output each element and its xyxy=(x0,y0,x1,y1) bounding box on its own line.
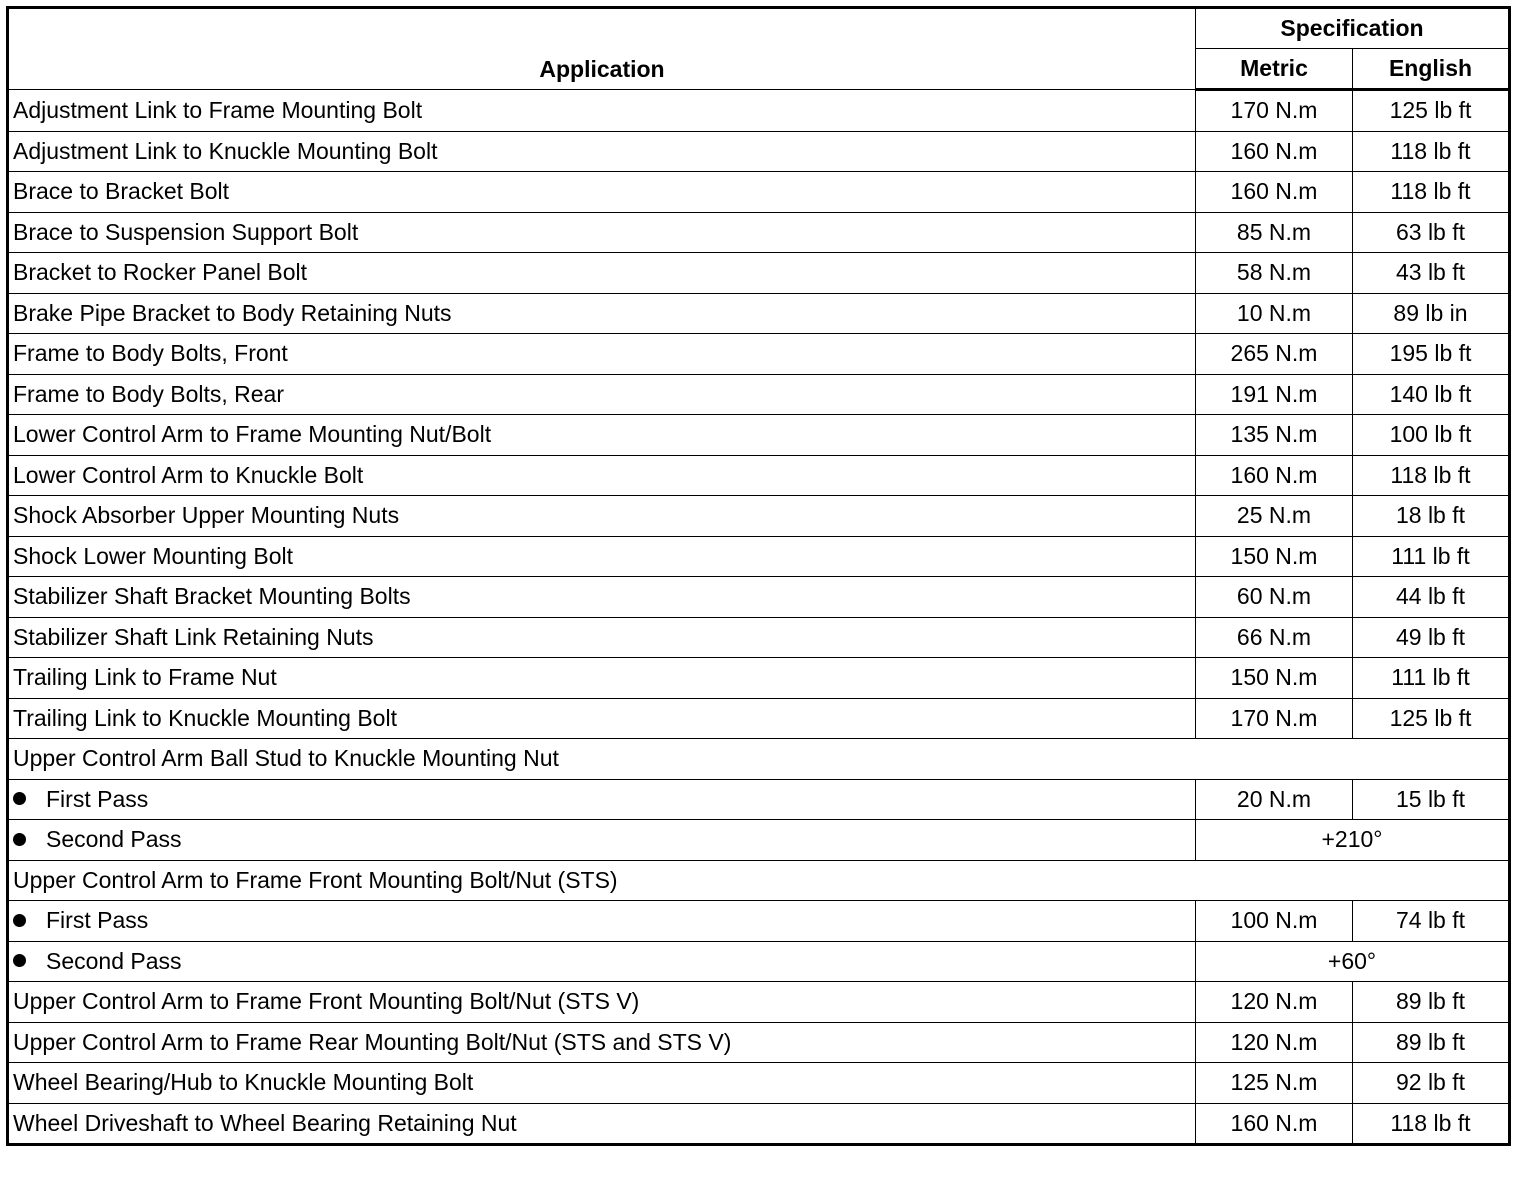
metric-cell: 135 N.m xyxy=(1196,415,1353,456)
metric-cell: 120 N.m xyxy=(1196,982,1353,1023)
metric-cell: 85 N.m xyxy=(1196,212,1353,253)
table-row xyxy=(8,90,1510,132)
application-cell: Adjustment Link to Knuckle Mounting Bolt xyxy=(8,131,1196,172)
english-cell: 18 lb ft xyxy=(1353,496,1510,537)
english-cell: 89 lb ft xyxy=(1353,982,1510,1023)
application-cell: Stabilizer Shaft Link Retaining Nuts xyxy=(8,617,1196,658)
application-cell: Upper Control Arm to Frame Front Mounting Bolt/Nut (STS V) xyxy=(8,982,1196,1023)
table-row xyxy=(8,1103,1510,1145)
metric-cell: 170 N.m xyxy=(1196,90,1353,132)
application-cell: Brace to Suspension Support Bolt xyxy=(8,212,1196,253)
table-row xyxy=(8,131,1510,172)
application-cell: Wheel Driveshaft to Wheel Bearing Retaining Nut xyxy=(8,1103,1196,1145)
table-header xyxy=(8,8,1510,90)
table-row xyxy=(8,496,1510,537)
table-row xyxy=(8,698,1510,739)
application-cell: Stabilizer Shaft Bracket Mounting Bolts xyxy=(8,577,1196,618)
metric-cell: 100 N.m xyxy=(1196,901,1353,942)
metric-cell: 10 N.m xyxy=(1196,293,1353,334)
column-header-application: Application xyxy=(8,8,1196,90)
metric-cell: 150 N.m xyxy=(1196,536,1353,577)
metric-cell: 191 N.m xyxy=(1196,374,1353,415)
english-cell: 118 lb ft xyxy=(1353,455,1510,496)
angle-cell: +60° xyxy=(1196,941,1510,982)
table-row xyxy=(8,415,1510,456)
table-row xyxy=(8,577,1510,618)
sub-application-cell xyxy=(8,779,1196,820)
application-cell: Adjustment Link to Frame Mounting Bolt xyxy=(8,90,1196,132)
table-row xyxy=(8,617,1510,658)
metric-cell: 160 N.m xyxy=(1196,1103,1353,1145)
table-row xyxy=(8,779,1510,820)
header-row-top xyxy=(8,8,1510,49)
sub-application-cell xyxy=(8,941,1196,982)
table-row xyxy=(8,172,1510,213)
angle-cell: +210° xyxy=(1196,820,1510,861)
column-header-english: English xyxy=(1353,49,1510,90)
english-cell: 15 lb ft xyxy=(1353,779,1510,820)
application-cell: Trailing Link to Knuckle Mounting Bolt xyxy=(8,698,1196,739)
table-row xyxy=(8,253,1510,294)
english-cell: 111 lb ft xyxy=(1353,658,1510,699)
metric-cell: 25 N.m xyxy=(1196,496,1353,537)
metric-cell: 20 N.m xyxy=(1196,779,1353,820)
english-cell: 118 lb ft xyxy=(1353,172,1510,213)
english-cell: 89 lb ft xyxy=(1353,1022,1510,1063)
metric-cell: 160 N.m xyxy=(1196,131,1353,172)
table-row xyxy=(8,1022,1510,1063)
application-cell: Shock Lower Mounting Bolt xyxy=(8,536,1196,577)
application-cell: Brace to Bracket Bolt xyxy=(8,172,1196,213)
table-row xyxy=(8,374,1510,415)
bullet-icon xyxy=(13,954,26,967)
metric-cell: 60 N.m xyxy=(1196,577,1353,618)
sub-application-cell xyxy=(8,820,1196,861)
english-cell: 92 lb ft xyxy=(1353,1063,1510,1104)
group-heading-cell: Upper Control Arm Ball Stud to Knuckle Mounting Nut xyxy=(8,739,1510,780)
sub-application-label: First Pass xyxy=(46,785,149,812)
metric-cell: 66 N.m xyxy=(1196,617,1353,658)
metric-cell: 160 N.m xyxy=(1196,172,1353,213)
metric-cell: 150 N.m xyxy=(1196,658,1353,699)
application-cell: Shock Absorber Upper Mounting Nuts xyxy=(8,496,1196,537)
english-cell: 125 lb ft xyxy=(1353,90,1510,132)
sub-application-cell xyxy=(8,901,1196,942)
english-cell: 140 lb ft xyxy=(1353,374,1510,415)
table-row xyxy=(8,455,1510,496)
metric-cell: 265 N.m xyxy=(1196,334,1353,375)
table-row xyxy=(8,941,1510,982)
english-cell: 118 lb ft xyxy=(1353,131,1510,172)
table-row xyxy=(8,658,1510,699)
metric-cell: 160 N.m xyxy=(1196,455,1353,496)
application-cell: Bracket to Rocker Panel Bolt xyxy=(8,253,1196,294)
english-cell: 44 lb ft xyxy=(1353,577,1510,618)
application-cell: Trailing Link to Frame Nut xyxy=(8,658,1196,699)
english-cell: 111 lb ft xyxy=(1353,536,1510,577)
fastener-spec-table xyxy=(6,6,1511,1146)
bullet-icon xyxy=(13,792,26,805)
english-cell: 89 lb in xyxy=(1353,293,1510,334)
column-header-specification: Specification xyxy=(1196,8,1510,49)
english-cell: 195 lb ft xyxy=(1353,334,1510,375)
metric-cell: 120 N.m xyxy=(1196,1022,1353,1063)
application-cell: Frame to Body Bolts, Front xyxy=(8,334,1196,375)
table-row xyxy=(8,334,1510,375)
table-row xyxy=(8,901,1510,942)
english-cell: 125 lb ft xyxy=(1353,698,1510,739)
bullet-icon xyxy=(13,914,26,927)
metric-cell: 58 N.m xyxy=(1196,253,1353,294)
application-cell: Frame to Body Bolts, Rear xyxy=(8,374,1196,415)
sub-application-label: Second Pass xyxy=(46,826,182,853)
table-row xyxy=(8,1063,1510,1104)
english-cell: 63 lb ft xyxy=(1353,212,1510,253)
table-body xyxy=(8,90,1510,1145)
metric-cell: 125 N.m xyxy=(1196,1063,1353,1104)
table-row xyxy=(8,860,1510,901)
bullet-icon xyxy=(13,833,26,846)
group-heading-cell: Upper Control Arm to Frame Front Mounting Bolt/Nut (STS) xyxy=(8,860,1510,901)
sub-application-label: First Pass xyxy=(46,907,149,934)
table-row xyxy=(8,212,1510,253)
metric-cell: 170 N.m xyxy=(1196,698,1353,739)
application-cell: Wheel Bearing/Hub to Knuckle Mounting Bolt xyxy=(8,1063,1196,1104)
application-cell: Brake Pipe Bracket to Body Retaining Nuts xyxy=(8,293,1196,334)
application-cell: Upper Control Arm to Frame Rear Mounting Bolt/Nut (STS and STS V) xyxy=(8,1022,1196,1063)
english-cell: 118 lb ft xyxy=(1353,1103,1510,1145)
table-row xyxy=(8,293,1510,334)
column-header-metric: Metric xyxy=(1196,49,1353,90)
table-row xyxy=(8,536,1510,577)
english-cell: 49 lb ft xyxy=(1353,617,1510,658)
english-cell: 43 lb ft xyxy=(1353,253,1510,294)
table-row xyxy=(8,820,1510,861)
application-cell: Lower Control Arm to Frame Mounting Nut/Bolt xyxy=(8,415,1196,456)
english-cell: 100 lb ft xyxy=(1353,415,1510,456)
english-cell: 74 lb ft xyxy=(1353,901,1510,942)
application-cell: Lower Control Arm to Knuckle Bolt xyxy=(8,455,1196,496)
table-row xyxy=(8,739,1510,780)
sub-application-label: Second Pass xyxy=(46,947,182,974)
fastener-spec-table-container xyxy=(6,6,1511,1146)
table-row xyxy=(8,982,1510,1023)
